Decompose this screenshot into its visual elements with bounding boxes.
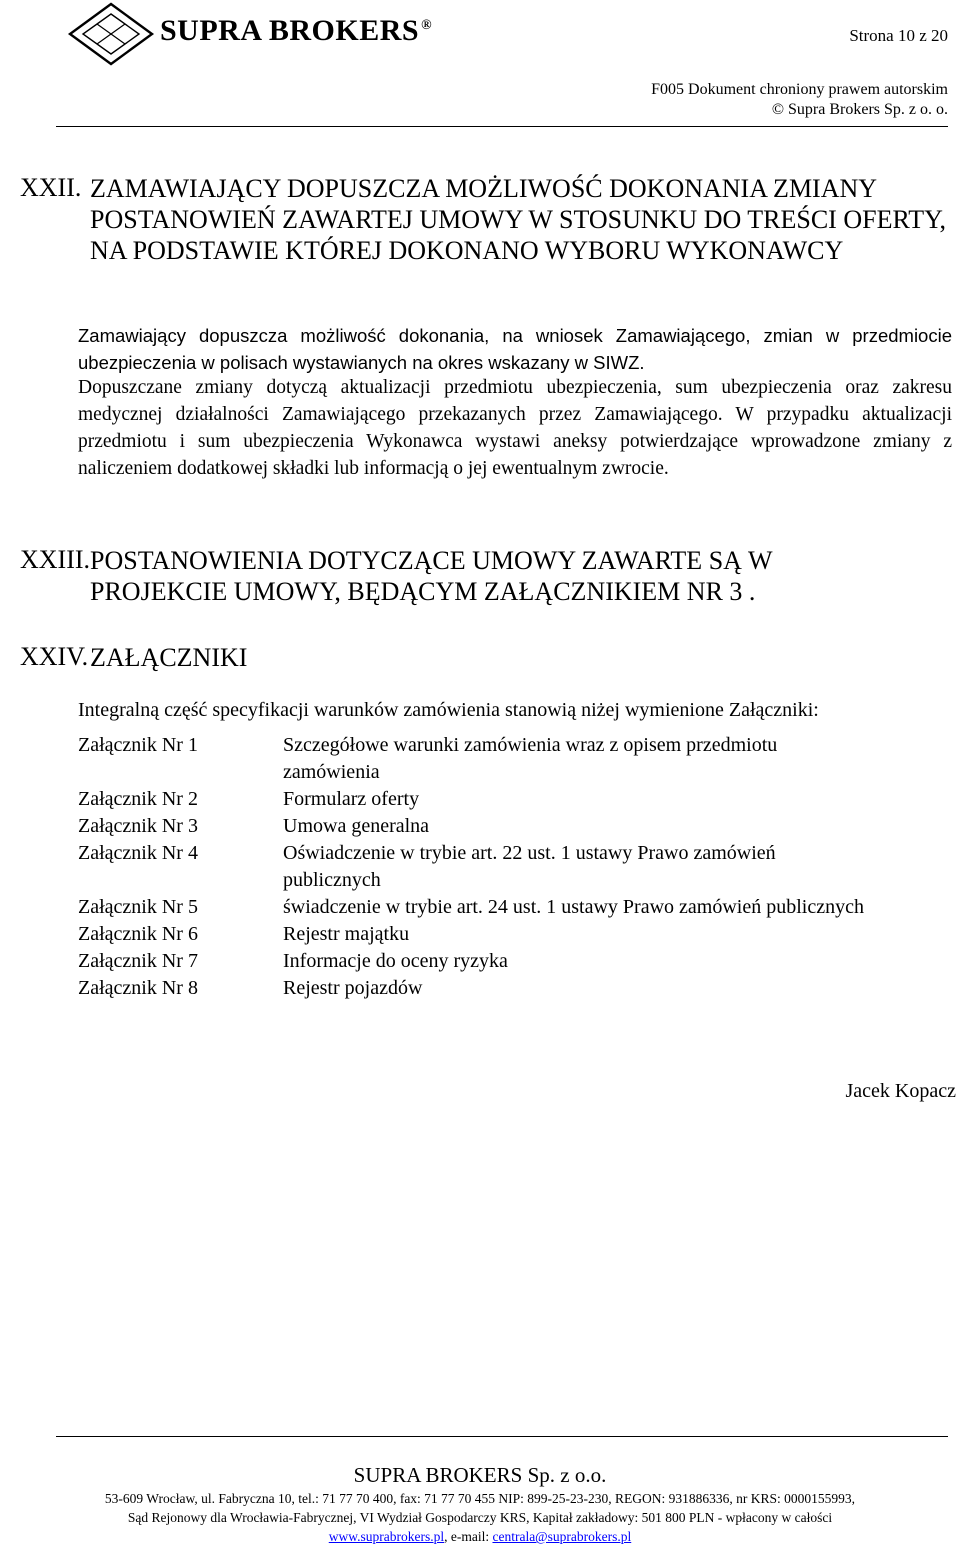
footer-company-name: SUPRA BROKERS Sp. z o.o. [353, 1463, 607, 1487]
list-item [78, 894, 898, 921]
supra-brokers-logo [66, 2, 156, 66]
attachment-label: Załącznik Nr 1 [78, 734, 198, 756]
attachment-label: Załącznik Nr 3 [78, 815, 198, 837]
footer-contact [0, 1529, 960, 1545]
section-number: XXII. [20, 173, 82, 202]
website-link[interactable]: www.suprabrokers.pl [328, 1529, 445, 1544]
registered-mark: ® [421, 18, 433, 33]
copyright-note [651, 80, 948, 120]
section-title: ZAMAWIAJĄCY DOPUSZCZA MOŻLIWOŚĆ DOKONANIA ZMIANY POSTANOWIEŃ ZAWARTEJ UMOWY W STOSUNKU DO TREŚCI OFERTY, NA PODSTAWIE KTÓREJ DOKONANO WYBORU WYKONAWCY [90, 174, 947, 265]
section-title: POSTANOWIENIA DOTYCZĄCE UMOWY ZAWARTE SĄ W PROJEKCIE UMOWY, BĘDĄCYM ZAŁĄCZNIKIEM NR 3 . [90, 546, 773, 606]
brand-name: SUPRA BROKERS ® [160, 14, 433, 47]
attachment-label: Załącznik Nr 2 [78, 788, 198, 810]
attachments-intro: Integralną część specyfikacji warunków zamówienia stanowią niżej wymienione Załączniki: [78, 699, 819, 721]
attachment-description: Oświadczenie w trybie art. 22 ust. 1 ustawy Prawo zamówień publicznych [283, 842, 776, 891]
footer-divider [56, 1436, 948, 1437]
attachment-description: Umowa generalna [283, 815, 430, 837]
paragraph-amendment-details: Dopuszczane zmiany dotyczą aktualizacji przedmiotu ubezpieczenia, sum ubezpieczenia oraz zakresu medycznej działalności Zamawiającego przekazanych przez Zamawiającego. W przypadku aktualizacji przedmiotu i sum ubezpieczenia Wykonawca wystawi aneksy potwierdzające wprowadzone zmiany z naliczeniem dodatkowej składki lub informacją o jej ewentualnym zwrocie. [78, 377, 952, 479]
attachment-label: Załącznik Nr 8 [78, 977, 198, 999]
list-item [78, 813, 898, 840]
list-item [78, 840, 898, 894]
email-prefix: , e-mail: [444, 1529, 493, 1544]
footer-registration: Sąd Rejonowy dla Wrocławia-Fabrycznej, VI Wydział Gospodarczy KRS, Kapitał zakładowy: 501 800 PLN - wpłacony w całości [127, 1510, 833, 1525]
attachment-description: Rejestr pojazdów [283, 977, 423, 999]
list-item [78, 786, 898, 813]
list-item [78, 948, 898, 975]
copyright-line-2: © Supra Brokers Sp. z o. o. [771, 101, 948, 118]
section-number: XXIII. [20, 545, 91, 574]
attachment-description: Formularz oferty [283, 788, 420, 810]
attachment-label: Załącznik Nr 7 [78, 950, 198, 972]
list-item [78, 975, 898, 1002]
header-divider [56, 126, 948, 127]
section-number: XXIV. [20, 642, 89, 671]
attachment-description: świadczenie w trybie art. 24 ust. 1 ustawy Prawo zamówień publicznych [283, 896, 864, 918]
page-number: Strona 10 z 20 [849, 26, 948, 45]
attachments-list [78, 732, 898, 1002]
attachment-label: Załącznik Nr 6 [78, 923, 198, 945]
signature-name: Jacek Kopacz [845, 1080, 956, 1102]
footer-address: 53-609 Wrocław, ul. Fabryczna 10, tel.: 71 77 70 400, fax: 71 77 70 455 NIP: 899-25-23-230, REGON: 931886336, nr KRS: 0000155993, [104, 1491, 856, 1506]
attachment-description: Informacje do oceny ryzyka [283, 950, 508, 972]
email-link[interactable]: centrala@suprabrokers.pl [492, 1529, 632, 1544]
copyright-line-1: F005 Dokument chroniony prawem autorskim [651, 81, 948, 98]
list-item [78, 921, 898, 948]
attachment-label: Załącznik Nr 4 [78, 842, 198, 864]
attachment-label: Załącznik Nr 5 [78, 896, 198, 918]
section-title: ZAŁĄCZNIKI [90, 643, 248, 672]
list-item [78, 732, 898, 786]
attachment-description: Rejestr majątku [283, 923, 410, 945]
paragraph-amendment-scope: Zamawiający dopuszcza możliwość dokonania, na wniosek Zamawiającego, zmian w przedmiocie ubezpieczenia w polisach wystawianych na okres wskazany w SIWZ. [78, 325, 952, 373]
attachment-description: Szczegółowe warunki zamówienia wraz z opisem przedmiotu zamówienia [283, 734, 778, 783]
